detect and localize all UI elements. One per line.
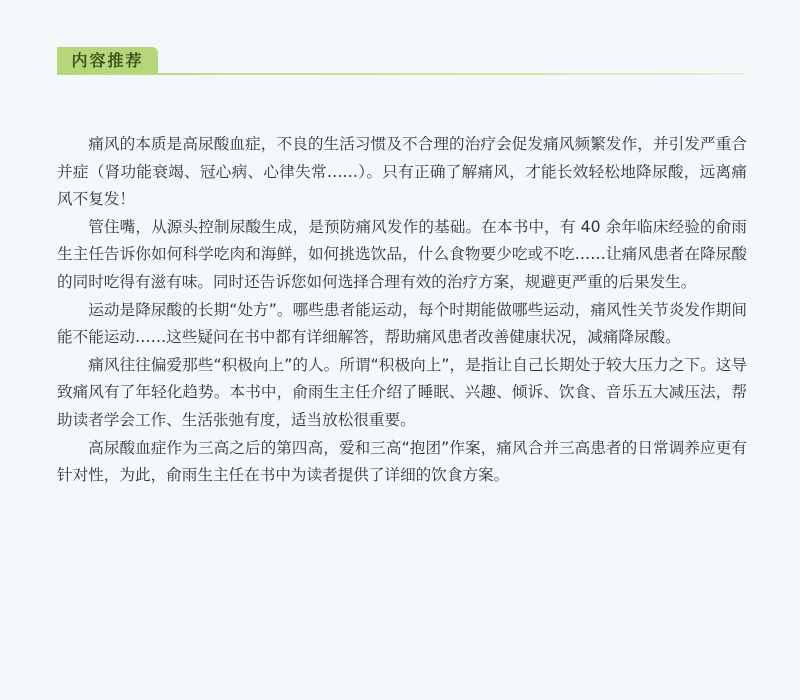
section-title: 内容推荐 xyxy=(71,50,144,70)
section-header xyxy=(57,47,745,77)
content-body xyxy=(57,131,747,490)
section-header-tab xyxy=(57,47,158,74)
paragraph-5: 高尿酸血症作为三高之后的第四高，爱和三高“抱团”作案，痛风合并三高患者的日常调养应更有针对性，为此，俞雨生主任在书中为读者提供了详细的饮食方案。 xyxy=(57,438,747,485)
paragraph-4: 痛风往往偏爱那些“积极向上”的人。所谓“积极向上”，是指让自己长期处于较大压力之下。这导致痛风有了年轻化趋势。本书中，俞雨生主任介绍了睡眠、兴趣、倾诉、饮食、音乐五大减压法，帮助读者学会工作、生活张弛有度，适当放松很重要。 xyxy=(57,355,747,429)
paragraph-1: 痛风的本质是高尿酸血症，不良的生活习惯及不合理的治疗会促发痛风频繁发作，并引发严重合并症（肾功能衰竭、冠心病、心律失常……）。只有正确了解痛风，才能长效轻松地降尿酸，远离痛风不复发！ xyxy=(57,135,747,209)
paragraph-2: 管住嘴，从源头控制尿酸生成，是预防痛风发作的基础。在本书中，有 40 余年临床经验的俞雨生主任告诉你如何科学吃肉和海鲜，如何挑选饮品，什么食物要少吃或不吃……让痛风患者在降尿酸的同时吃得有滋有味。同时还告诉您如何选择合理有效的治疗方案，规避更严重的后果发生。 xyxy=(57,217,747,291)
section-header-rule xyxy=(57,73,745,75)
paragraph-3: 运动是降尿酸的长期“处方”。哪些患者能运动，每个时期能做哪些运动，痛风性关节炎发作期间能不能运动……这些疑问在书中都有详细解答，帮助痛风患者改善健康状况，减痛降尿酸。 xyxy=(57,300,747,347)
